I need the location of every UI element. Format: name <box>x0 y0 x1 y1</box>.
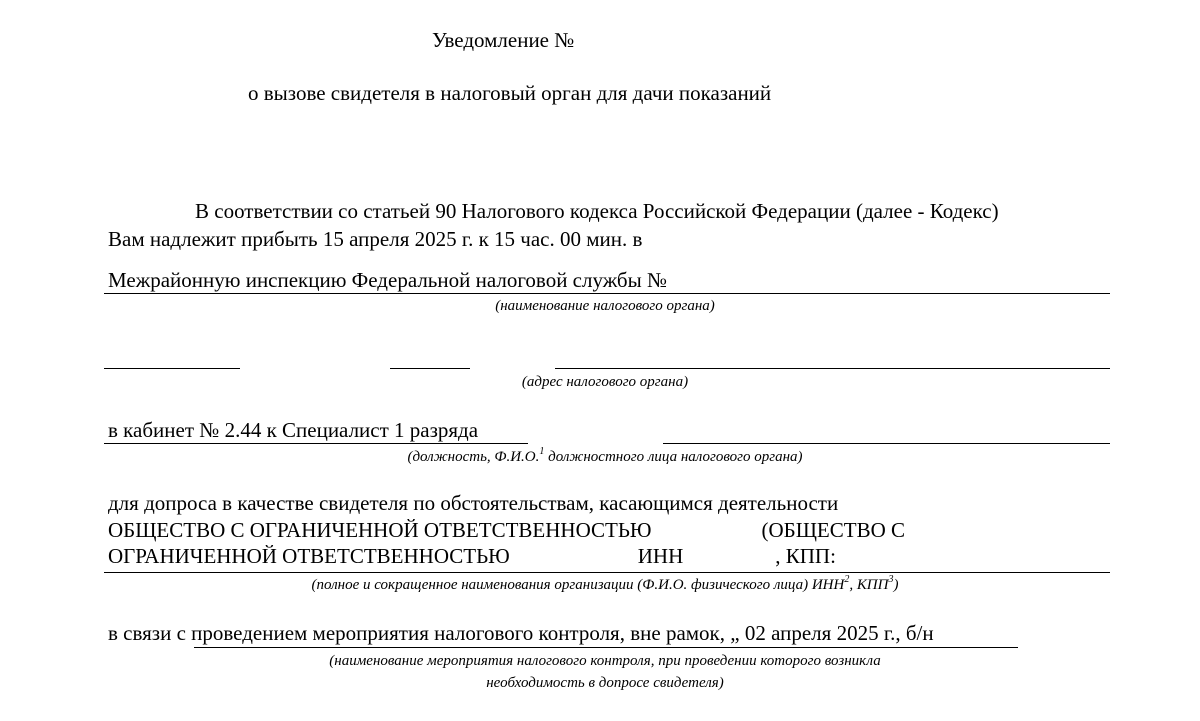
org-caption-part: , КПП <box>849 577 889 593</box>
control-measure-underline <box>194 647 1018 648</box>
org-caption-part: (полное и сокращенное наименования организации (Ф.И.О. физического лица) ИНН <box>311 577 845 593</box>
footnote-marker: 3 <box>888 574 894 585</box>
kpp-label: , КПП: <box>775 544 836 568</box>
redaction-mark <box>240 362 390 372</box>
notice-subtitle: о вызове свидетеля в налоговый орган для дачи показаний <box>248 81 772 105</box>
authority-name: Межрайонную инспекцию Федеральной налоговой службы № <box>108 268 668 292</box>
authority-underline <box>104 293 1110 294</box>
notice-title <box>432 28 574 52</box>
org-caption <box>0 576 1200 594</box>
official-caption-part: должностного лица налогового органа) <box>544 449 803 465</box>
org-full-name-cont: ОГРАНИЧЕННОЙ ОТВЕТСТВЕННОСТЬЮ <box>108 544 510 568</box>
org-line-2 <box>108 544 836 568</box>
official-caption <box>0 448 1200 466</box>
org-short-name-start: (ОБЩЕСТВО С <box>761 518 905 542</box>
org-line-1 <box>108 518 905 542</box>
control-caption-line-1: (наименование мероприятия налогового контроля, при проведении которого возникла <box>329 653 881 669</box>
inn-label: ИНН <box>637 544 684 568</box>
legal-basis-line: В соответствии со статьей 90 Налогового кодекса Российской Федерации (далее - Кодекс) <box>195 199 999 223</box>
redaction-mark <box>728 266 878 292</box>
footnote-marker: 2 <box>844 574 850 585</box>
official-caption-part: (должность, Ф.И.О. <box>407 449 540 465</box>
redaction-mark <box>470 362 555 372</box>
control-caption-line-2: необходимость в допросе свидетеля) <box>486 675 724 691</box>
redaction-mark <box>528 415 663 445</box>
org-full-name: ОБЩЕСТВО С ОГРАНИЧЕННОЙ ОТВЕТСТВЕННОСТЬЮ <box>108 518 652 542</box>
authority-caption: (наименование налогового органа) <box>495 298 715 314</box>
appointment-line: Вам надлежит прибыть 15 апреля 2025 г. к 15 час. 00 мин. в <box>108 227 643 251</box>
notice-title-text: Уведомление № <box>432 28 575 52</box>
org-caption-part: ) <box>893 577 899 593</box>
office-line: в кабинет № 2.44 к Специалист 1 разряда <box>108 418 479 442</box>
control-measure-line: в связи с проведением мероприятия налогового контроля, вне рамок, „ 02 апреля 2025 г., б/н <box>108 621 934 645</box>
address-caption: (адрес налогового органа) <box>521 374 689 390</box>
interrogation-line: для допроса в качестве свидетеля по обстоятельствам, касающимся деятельности <box>108 491 839 515</box>
org-underline <box>104 572 1110 573</box>
footnote-marker: 1 <box>539 446 545 457</box>
